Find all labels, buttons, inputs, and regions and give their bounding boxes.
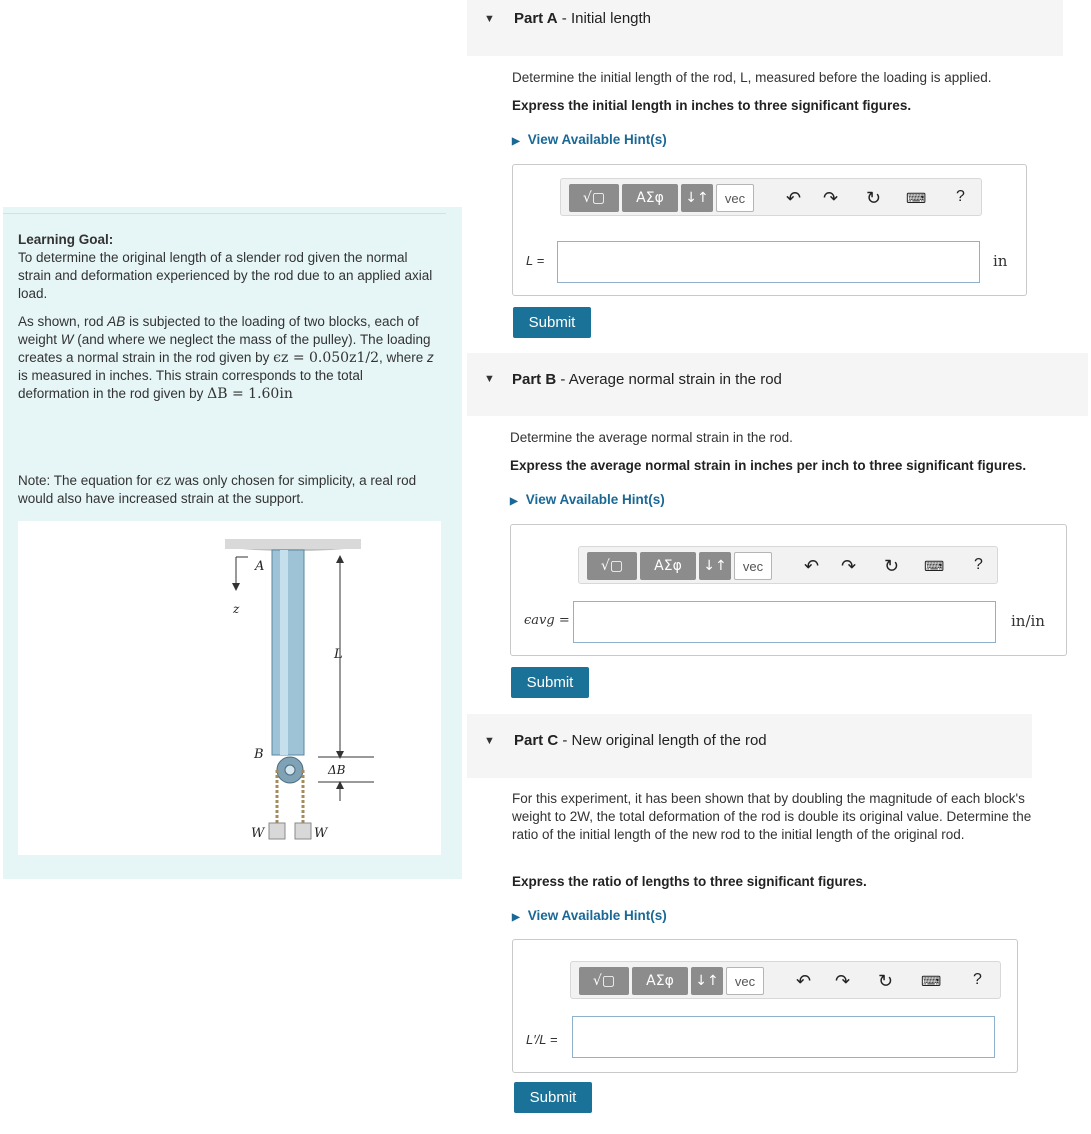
part-a-description: Determine the initial length of the rod, L, measured before the loading is applied. — [512, 70, 992, 85]
part-b-label: ϵavg = — [524, 613, 570, 628]
label-w-right: W — [314, 826, 328, 841]
updown-button[interactable]: ↓↑ — [699, 552, 731, 580]
collapse-icon[interactable]: ▼ — [484, 13, 495, 25]
undo-icon[interactable]: ↶ — [786, 188, 802, 208]
help-icon[interactable]: ? — [956, 188, 965, 205]
part-b-unit: in/in — [1011, 612, 1045, 630]
part-b-answer-box — [510, 524, 1067, 656]
reset-icon[interactable]: ↻ — [878, 971, 894, 991]
strain-equation: ϵz = 0.050z1/2 — [273, 350, 379, 366]
part-a-answer-input[interactable] — [557, 241, 980, 283]
reset-icon[interactable]: ↻ — [884, 556, 900, 576]
keyboard-icon[interactable]: ⌨ — [921, 973, 942, 989]
greek-button[interactable]: ΑΣφ — [640, 552, 696, 580]
collapse-icon[interactable]: ▼ — [484, 735, 495, 747]
redo-icon[interactable]: ↷ — [835, 971, 851, 991]
templates-button[interactable]: √▢ — [587, 552, 637, 580]
keyboard-icon[interactable]: ⌨ — [906, 190, 927, 206]
label-b: B — [254, 747, 264, 762]
updown-button[interactable]: ↓↑ — [681, 184, 713, 212]
redo-icon[interactable]: ↷ — [823, 188, 839, 208]
updown-button[interactable]: ↓↑ — [691, 967, 723, 995]
vec-button[interactable]: vec — [716, 184, 754, 212]
deformation-equation: ΔB = 1.60in — [207, 386, 293, 402]
rod-figure — [18, 521, 441, 855]
collapse-icon[interactable]: ▼ — [484, 373, 495, 385]
label-w-left: W — [251, 826, 265, 841]
math-toolbar — [560, 178, 982, 216]
undo-icon[interactable]: ↶ — [804, 556, 820, 576]
part-b-answer-input[interactable] — [573, 601, 996, 643]
part-a-submit-button[interactable]: Submit — [513, 307, 591, 338]
part-b-instruction: Express the average normal strain in inches per inch to three significant figures. — [510, 458, 1027, 473]
part-c-answer-input[interactable] — [572, 1016, 995, 1058]
part-a-header[interactable]: ▼ Part A - Initial length — [467, 0, 1063, 56]
part-a-unit: in — [993, 252, 1008, 270]
math-toolbar — [578, 546, 998, 584]
reset-icon[interactable]: ↻ — [866, 188, 882, 208]
part-c-description: For this experiment, it has been shown that by doubling the magnitude of each block's weight to 2W, the total deformation of the rod is double its original value. Determine the ratio of the initial length of the new rod to the initial length of the original rod. — [512, 791, 1032, 842]
label-z: z — [233, 602, 240, 616]
part-a-hint-link[interactable]: ▶ View Available Hint(s) — [512, 132, 667, 147]
note: Note: The equation for ϵz was only chosen for simplicity, a real rod would also have increased strain at the support. — [18, 473, 417, 506]
redo-icon[interactable]: ↷ — [841, 556, 857, 576]
part-a-title: Initial length — [570, 10, 652, 27]
part-c-instruction: Express the ratio of lengths to three significant figures. — [512, 874, 867, 889]
help-icon[interactable]: ? — [973, 971, 982, 988]
label-a: A — [255, 559, 265, 574]
greek-button[interactable]: ΑΣφ — [632, 967, 688, 995]
part-c-hint-link[interactable]: ▶ View Available Hint(s) — [512, 908, 667, 923]
templates-button[interactable]: √▢ — [579, 967, 629, 995]
part-b-hint-link[interactable]: ▶ View Available Hint(s) — [510, 492, 665, 507]
templates-button[interactable]: √▢ — [569, 184, 619, 212]
learning-goal-intro: To determine the original length of a slender rod given the normal strain and deformation experienced by the rod due to an applied axial load. — [18, 250, 433, 301]
divider — [3, 213, 446, 214]
label-delta-b: ΔB — [328, 763, 346, 777]
greek-button[interactable]: ΑΣφ — [622, 184, 678, 212]
part-a-answer-box — [512, 164, 1027, 296]
math-toolbar — [570, 961, 1001, 999]
learning-goal-title: Learning Goal: — [18, 232, 114, 247]
part-b-header[interactable]: ▼ Part B - Average normal strain in the rod — [467, 353, 1088, 416]
undo-icon[interactable]: ↶ — [796, 971, 812, 991]
part-a-label: L = — [526, 253, 545, 268]
part-c-title: New original length of the rod — [571, 732, 767, 749]
keyboard-icon[interactable]: ⌨ — [924, 558, 945, 574]
problem-statement: As shown, rod AB is subjected to the loading of two blocks, each of weight W (and where we neglect the mass of the pulley). The loading creates a normal strain in the rod given by ϵz = 0.050z1/2, where z is measured in inches. This strain corresponds to the total deformation in the rod given by ΔB = 1.60in — [18, 314, 434, 402]
part-a-instruction: Express the initial length in inches to three significant figures. — [512, 98, 912, 113]
label-l: L — [334, 647, 343, 662]
vec-button[interactable]: vec — [734, 552, 772, 580]
part-c-submit-button[interactable]: Submit — [514, 1082, 592, 1113]
part-b-title: Average normal strain in the rod — [568, 371, 782, 388]
help-icon[interactable]: ? — [974, 556, 983, 573]
part-c-answer-box — [512, 939, 1018, 1073]
part-c-header[interactable]: ▼ Part C - New original length of the rod — [467, 714, 1032, 778]
part-b-submit-button[interactable]: Submit — [511, 667, 589, 698]
part-c-label: L′/L = — [526, 1032, 558, 1047]
vec-button[interactable]: vec — [726, 967, 764, 995]
part-b-description: Determine the average normal strain in the rod. — [510, 430, 793, 445]
